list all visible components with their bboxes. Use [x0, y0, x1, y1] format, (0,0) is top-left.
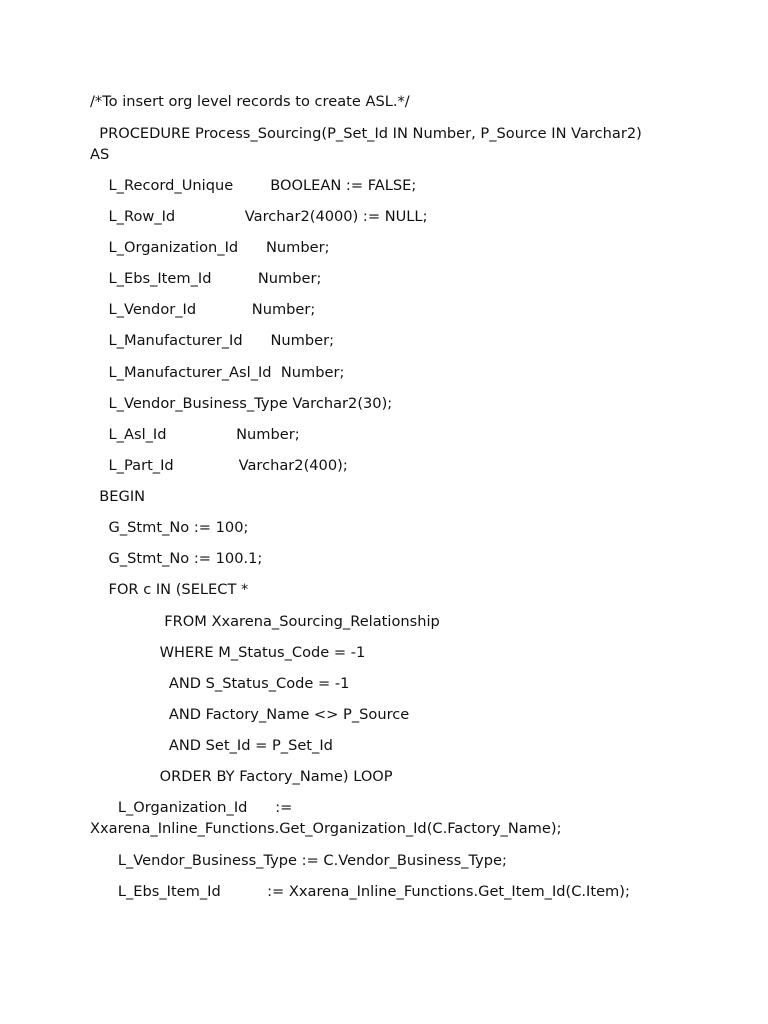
assignment-line: L_Organization_Id :=	[90, 799, 293, 816]
assignment-continuation-line: Xxarena_Inline_Functions.Get_Organization_Id(C.Factory_Name);	[90, 820, 562, 837]
declaration-line: L_Manufacturer_Id Number;	[90, 332, 334, 349]
declaration-line: L_Ebs_Item_Id Number;	[90, 270, 322, 287]
statement-line: G_Stmt_No := 100;	[90, 519, 249, 536]
assignment-line: L_Vendor_Business_Type := C.Vendor_Business_Type;	[90, 852, 507, 869]
statement-line: G_Stmt_No := 100.1;	[90, 550, 263, 567]
declaration-line: L_Vendor_Business_Type Varchar2(30);	[90, 395, 393, 412]
query-line: AND S_Status_Code = -1	[90, 675, 350, 692]
declaration-line: L_Asl_Id Number;	[90, 426, 300, 443]
declaration-line: L_Part_Id Varchar2(400);	[90, 457, 348, 474]
query-line: AND Factory_Name <> P_Source	[90, 706, 410, 723]
assignment-line: L_Ebs_Item_Id := Xxarena_Inline_Functions.Get_Item_Id(C.Item);	[90, 883, 630, 900]
query-line: AND Set_Id = P_Set_Id	[90, 737, 333, 754]
begin-keyword-line: BEGIN	[90, 488, 146, 505]
query-line: WHERE M_Status_Code = -1	[90, 644, 366, 661]
query-line: FROM Xxarena_Sourcing_Relationship	[90, 613, 440, 630]
declaration-line: L_Record_Unique BOOLEAN := FALSE;	[90, 177, 417, 194]
declaration-line: L_Vendor_Id Number;	[90, 301, 316, 318]
declaration-line: L_Organization_Id Number;	[90, 239, 330, 256]
code-comment-line: /*To insert org level records to create ASL.*/	[90, 93, 410, 110]
declaration-line: L_Manufacturer_Asl_Id Number;	[90, 364, 345, 381]
as-keyword-line: AS	[90, 146, 110, 163]
query-line: ORDER BY Factory_Name) LOOP	[90, 768, 393, 785]
declaration-line: L_Row_Id Varchar2(4000) := NULL;	[90, 208, 428, 225]
for-loop-line: FOR c IN (SELECT *	[90, 581, 249, 598]
procedure-signature-line: PROCEDURE Process_Sourcing(P_Set_Id IN Number, P_Source IN Varchar2)	[90, 125, 642, 142]
